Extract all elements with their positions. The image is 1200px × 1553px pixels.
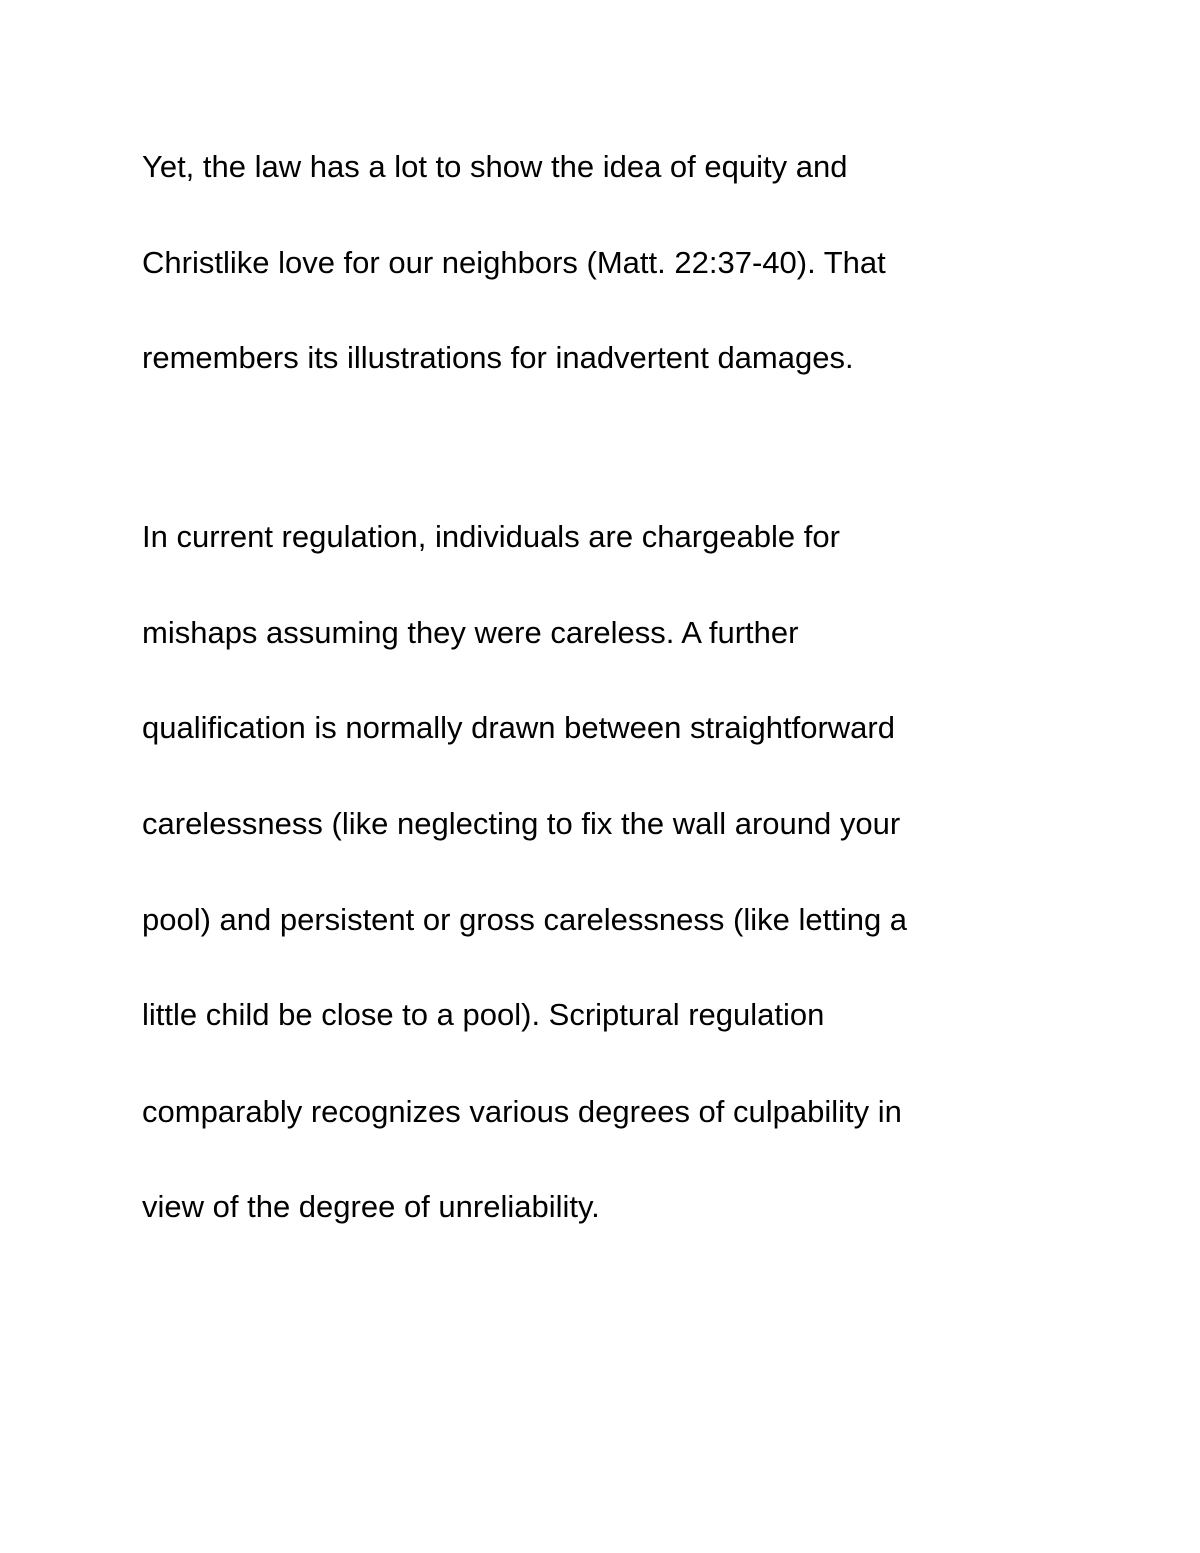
text-line: In current regulation, individuals are chargeable for xyxy=(142,519,840,554)
text-line: mishaps assuming they were careless. A further xyxy=(142,615,799,650)
text-line: qualification is normally drawn between straightforward xyxy=(142,710,895,745)
text-line: Christlike love for our neighbors (Matt. 22:37-40). That xyxy=(142,245,886,280)
text-line: view of the degree of unreliability. xyxy=(142,1189,600,1224)
text-line: remembers its illustrations for inadvertent damages. xyxy=(142,340,854,375)
text-line: carelessness (like neglecting to fix the wall around your xyxy=(142,806,901,841)
text-line: Yet, the law has a lot to show the idea of equity and xyxy=(142,149,848,184)
text-line: pool) and persistent or gross carelessness (like letting a xyxy=(142,902,908,937)
text-line: little child be close to a pool). Scriptural regulation xyxy=(142,997,825,1032)
text-line: comparably recognizes various degrees of culpability in xyxy=(142,1094,902,1129)
